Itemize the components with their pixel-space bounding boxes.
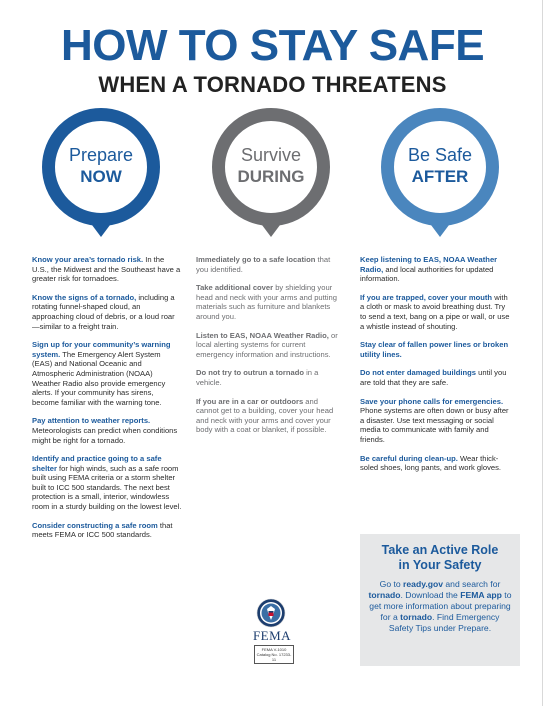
after-tip-heading: Keep listening to EAS, NOAA Weather Radio, — [360, 255, 498, 274]
be-safe-after-circle — [381, 108, 499, 248]
page-edge-line — [542, 0, 543, 706]
survive-label-line2: DURING — [237, 167, 305, 186]
after-tip-text: and local authorities for updated information. — [360, 264, 494, 284]
survive-tip-text: by shielding your head and neck with your arms and putting materials such as furniture and blankets around you. — [196, 283, 337, 321]
after-tip — [360, 368, 510, 387]
survive-label — [212, 145, 330, 187]
survive-tip-text: and cannot get to a building, cover your head and neck with your arms and cover your body with a coat or blanket, if possible. — [196, 396, 334, 435]
survive-pointer — [262, 225, 280, 237]
after-tip — [360, 454, 510, 473]
prepare-tip-text: Meteorologists can predict when conditions might be right for a tornado. — [32, 425, 178, 445]
after-tip — [360, 340, 510, 359]
prepare-label-line1: Prepare — [68, 145, 134, 165]
survive-tip-heading: If you are in a car or outdoors — [196, 396, 304, 406]
prepare-label-line2: NOW — [80, 167, 122, 186]
prepare-tip-text: that meets FEMA or ICC 500 standards. — [32, 520, 173, 540]
survive-tip — [196, 397, 342, 435]
prepare-tip-heading: Sign up for your community’s warning system. — [32, 340, 171, 359]
promo-body — [360, 579, 520, 634]
promo-title-line1: Take an Active Role — [381, 543, 499, 557]
survive-tip — [196, 255, 342, 274]
catalog-number: Catalog No. 17233-11 — [256, 652, 292, 662]
survive-label-line1: Survive — [240, 145, 302, 165]
prepare-tip-heading: Know your area’s tornado risk. — [32, 255, 144, 264]
promo-text: . Download the — [400, 590, 461, 600]
prepare-tip — [32, 340, 182, 407]
promo-highlight: tornado — [400, 612, 433, 622]
prepare-tip-heading: Know the signs of a tornado, — [32, 292, 137, 302]
after-tip — [360, 255, 510, 284]
survive-tip-text: in a vehicle. — [196, 368, 319, 387]
promo-title — [360, 543, 520, 573]
after-tip-heading: If you are trapped, cover your mouth — [360, 292, 493, 302]
prepare-tip-text: In the U.S., the Midwest and the Southeast have a greater risk for tornadoes. — [32, 255, 181, 284]
fema-catalog-box — [254, 645, 294, 664]
prepare-now-circle — [42, 108, 160, 248]
promo-highlight: tornado — [368, 590, 401, 600]
survive-during-circle — [212, 108, 330, 248]
prepare-tip — [32, 416, 182, 445]
page-title: HOW TO STAY SAFE — [60, 21, 485, 70]
after-tip — [360, 397, 510, 445]
after-tip-text: Wear thick-soled shoes, long pants, and work gloves. — [360, 453, 501, 473]
promo-text: . Find Emergency Safety Tips under Prepare. — [388, 612, 500, 633]
dhs-seal-icon — [256, 598, 286, 628]
prepare-tip-heading: Identify and practice going to a safe shelter — [32, 454, 162, 473]
prepare-tip — [32, 521, 182, 540]
after-tip-heading: Stay clear of fallen power lines or broken utility lines. — [360, 340, 509, 359]
promo-highlight: FEMA app — [460, 590, 502, 600]
promo-text: and search for — [443, 579, 501, 589]
survive-tip-heading: Immediately go to a safe location — [196, 255, 316, 264]
survive-tip — [196, 368, 342, 387]
survive-tip-text: that you identified. — [196, 255, 331, 274]
promo-highlight: ready.gov — [403, 579, 444, 589]
after-tip-heading: Save your phone calls for emergencies. — [360, 396, 504, 406]
after-label-line1: Be Safe — [407, 145, 473, 165]
prepare-column — [32, 255, 182, 549]
prepare-tip-text: for high winds, such as a safe room built using FEMA criteria or a storm shelter built to ICC 500 standards. The next best protection is a small, interior, windowless room in a sturdy building on the lowest level. — [32, 463, 182, 512]
after-tip-text: until you are told that they are safe. — [360, 368, 507, 387]
survive-tip — [196, 331, 342, 360]
prepare-tip — [32, 454, 182, 512]
after-label-line2: AFTER — [411, 167, 469, 186]
prepare-label — [42, 145, 160, 187]
after-column — [360, 255, 510, 482]
fema-code: FEMA V-1010 — [261, 647, 287, 652]
promo-title-line2: in Your Safety — [398, 558, 482, 572]
after-pointer — [431, 225, 449, 237]
after-tip — [360, 293, 510, 331]
promo-text: Go to — [379, 579, 404, 589]
survive-column — [196, 255, 342, 444]
prepare-tip-text: including a rotating funnel-shaped cloud, an approaching cloud of debris, or a loud roar—similar to a freight train. — [32, 292, 175, 331]
prepare-tip-heading: Consider constructing a safe room — [32, 520, 158, 530]
survive-tip-heading: Do not try to outrun a tornado — [196, 368, 304, 378]
after-tip-heading: Do not enter damaged buildings — [360, 368, 477, 378]
survive-tip-text: or local alerting systems for current emergency information and instructions. — [196, 330, 338, 359]
survive-tip — [196, 283, 342, 321]
prepare-tip — [32, 255, 182, 284]
active-role-panel — [360, 534, 520, 666]
promo-text: to get more information about preparing for a — [369, 590, 512, 622]
prepare-tip-heading: Pay attention to weather reports. — [32, 416, 151, 426]
survive-tip-heading: Take additional cover — [196, 283, 274, 293]
after-tip-text: Phone systems are often down or busy after a disaster. Use text messaging or social media to communicate with family and friends. — [360, 406, 509, 444]
prepare-tip — [32, 293, 182, 331]
prepare-pointer — [92, 225, 110, 237]
after-tip-heading: Be careful during clean-up. — [360, 453, 458, 463]
page-subtitle: WHEN A TORNADO THREATENS — [98, 72, 447, 97]
after-label — [381, 145, 499, 187]
fema-wordmark: FEMA — [252, 628, 292, 643]
survive-tip-heading: Listen to EAS, NOAA Weather Radio, — [196, 330, 329, 340]
after-tip-text: with a cloth or mask to avoid breathing dust. Try to send a text, bang on a pipe or wall, or use a whistle instead of shouting. — [360, 292, 510, 331]
prepare-tip-text: The Emergency Alert System (EAS) and National Oceanic and Atmospheric Administration (NOAA) Weather Radio also provide emergency alerts. If your community has sirens, become familiar with the warning tone. — [32, 349, 166, 407]
